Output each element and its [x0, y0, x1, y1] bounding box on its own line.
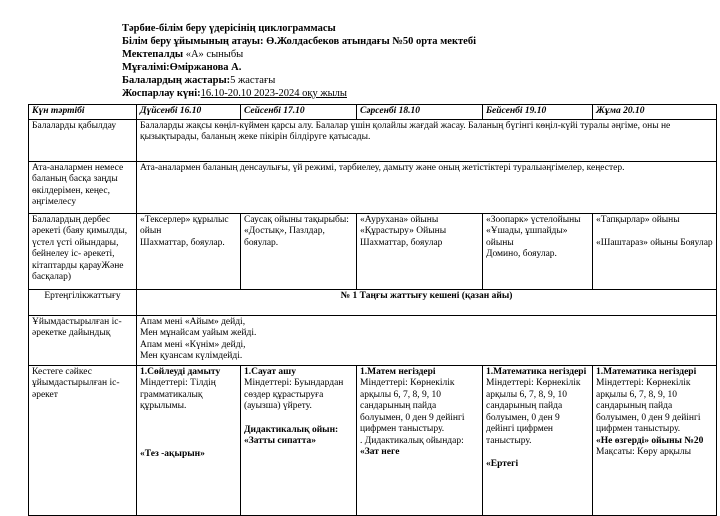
row-label-preparation: Ұйымдастырылған іс-әрекетке дайындық	[29, 315, 137, 365]
cell-line: «Аурухана» ойыны «Құрастыру» Ойыны	[360, 214, 447, 236]
independent-friday	[593, 213, 717, 289]
morning-exercise-content: № 1 Таңғы жаттығу кешені (қазан айы)	[137, 289, 717, 315]
lesson-game: «Тез -ақырын»	[140, 448, 205, 459]
organized-wednesday	[357, 365, 483, 515]
independent-tuesday	[241, 213, 357, 289]
cell-line: «Тапқырлар» ойыны	[596, 214, 680, 225]
row-label-parents: Ата-аналармен немесе баланың басқа заңды өкілдерімен, кеңес, әңгімелесу	[29, 161, 137, 213]
row-label-morning-exercise: Ертеңгілікжаттығу	[29, 289, 137, 315]
lesson-game: «Затты сипатта»	[244, 436, 317, 446]
cell-line: «Тексерлер» құрылыс ойын	[140, 214, 229, 236]
table-row-parents	[29, 161, 717, 213]
lesson-game-label: . Дидактикалық ойындар:	[360, 435, 464, 446]
column-header-thursday: Бейсенбі 19.10	[483, 105, 593, 120]
cell-line: Шахматтар, бояулар	[360, 237, 443, 248]
date-line: Жоспарлау күні:16.10-20.10 2023-2024 оқу жылы	[122, 88, 347, 99]
row-label-reception: Балаларды қабылдау	[29, 119, 137, 161]
lesson-objectives: Міндеттері: Буындардан сөздер құрастыруға (ауызша) үйрету.	[244, 378, 344, 411]
lesson-game-label: Дидактикалық ойын:	[244, 424, 339, 435]
group-line: Мектепалды «А» сыныбы	[122, 49, 244, 60]
cell-line: Шахматтар, бояулар.	[140, 237, 225, 248]
lesson-title: 1.Математика негіздері	[486, 366, 587, 377]
table-row-reception	[29, 119, 717, 161]
preparation-poem	[137, 315, 717, 365]
lesson-objectives: Міндеттері: Көрнекілік арқылы 6, 7, 8, 9, 10 сандарының пайда болуымен, 0 ден 9 дейінгі цифрмен таныстыру.	[486, 378, 581, 446]
spacer	[140, 437, 237, 449]
column-header-routine: Күн тәртібі	[29, 105, 137, 120]
lesson-objectives: Міндеттері: Тілдің грамматикалық құрылымы.	[140, 378, 216, 411]
lesson-title: 1.Матем негіздері	[360, 366, 436, 377]
poem-line: Апам мені «Айым» дейді,	[140, 316, 246, 327]
lesson-game: «Ертегі	[486, 459, 519, 469]
lesson-goal: Мақсаты: Көру арқылы	[596, 447, 692, 457]
row-label-organized-activity: Кестеге сәйкес ұйымдастырылған іс-әрекет	[29, 365, 137, 515]
spacer	[596, 226, 713, 238]
age-line: Балалардың жастары:5 жастағы	[122, 75, 276, 86]
cell-line: «Шаштараз» ойыны Бояулар	[596, 238, 713, 248]
table-row-independent-activity	[29, 213, 717, 289]
schedule-table	[28, 104, 717, 516]
organization-line: Білім беру ұйымының атауы: Ө.Жолдасбеков атындағы №50 орта мектебі	[122, 36, 477, 47]
column-header-monday: Дүйсенбі 16.10	[137, 105, 241, 120]
poem-line: Мен мұнайсам уайым жейді.	[140, 328, 257, 338]
document-title: Тәрбие-білім беру үдерісінің циклограммасы	[122, 23, 336, 34]
column-header-friday: Жұма 20.10	[593, 105, 717, 120]
table-row-organized-activity	[29, 365, 717, 515]
lesson-title: 1.Сауат ашу	[244, 366, 296, 377]
lesson-title: 1.Математика негіздері	[596, 366, 697, 377]
spacer	[140, 413, 237, 437]
cell-line: «Зоопарк» үстелойыны «Ұшады, ұшпайды» ойыны	[486, 214, 581, 248]
spacer	[486, 447, 589, 459]
lesson-objectives: Міндеттері: Көрнекілік арқылы 6, 7, 8, 9, 10 сандарының пайда болуымен, 0 ден 9 дейінгі цифрмен таныстыру.	[360, 378, 465, 434]
independent-monday	[137, 213, 241, 289]
teacher-line: Мұғалімі:Өміржанова А.	[122, 62, 242, 73]
table-row-preparation	[29, 315, 717, 365]
parents-content: Ата-аналармен баланың денсаулығы, үй режимі, тәрбиелеу, дамыту және оның жетістіктері туралыәңгімелер, кеңестер.	[137, 161, 717, 213]
spacer	[244, 413, 353, 425]
document-header	[122, 22, 476, 100]
poem-line: Апам мені «Күнім» дейді,	[140, 339, 246, 350]
independent-wednesday	[357, 213, 483, 289]
lesson-objectives: Міндеттері: Көрнекілік арқылы 6, 7, 8, 9, 10 сандарының пайда болуымен, 0 ден 9 дейінгі цифрмен таныстыру.	[596, 378, 701, 434]
row-label-independent-activity: Балалардың дербес әрекеті (баяу қимылды, үстел үсті ойындары, бейнелеу іс- әрекеті, кітаптарды қарауЖәне басқалар)	[29, 213, 137, 289]
table-header-row	[29, 105, 717, 120]
lesson-title: 1.Сөйлеуді дамыту	[140, 366, 221, 377]
cell-line: Саусақ ойыны тақырыбы: «Достық», Пазлдар, бояулар.	[244, 214, 349, 248]
independent-thursday	[483, 213, 593, 289]
organized-friday	[593, 365, 717, 515]
lesson-game: «Зат неге	[360, 447, 400, 457]
organized-monday	[137, 365, 241, 515]
column-header-wednesday: Сәрсенбі 18.10	[357, 105, 483, 120]
cell-line: Домино, бояулар.	[486, 249, 557, 259]
reception-content: Балаларды жақсы көңіл-күймен қарсы алу. Балалар үшін қолайлы жағдай жасау. Баланың бүгінгі көңіл-күйі туралы әңгіме, оны не қызықтырады, баланың жеке пікірін білдіруге қатысады.	[137, 119, 717, 161]
table-row-morning-exercise	[29, 289, 717, 315]
column-header-tuesday: Сейсенбі 17.10	[241, 105, 357, 120]
organized-tuesday	[241, 365, 357, 515]
lesson-game: «Не өзгерді» ойыны №20	[596, 435, 704, 446]
organized-thursday	[483, 365, 593, 515]
poem-line: Мен қуансам күлімдейді.	[140, 351, 243, 361]
